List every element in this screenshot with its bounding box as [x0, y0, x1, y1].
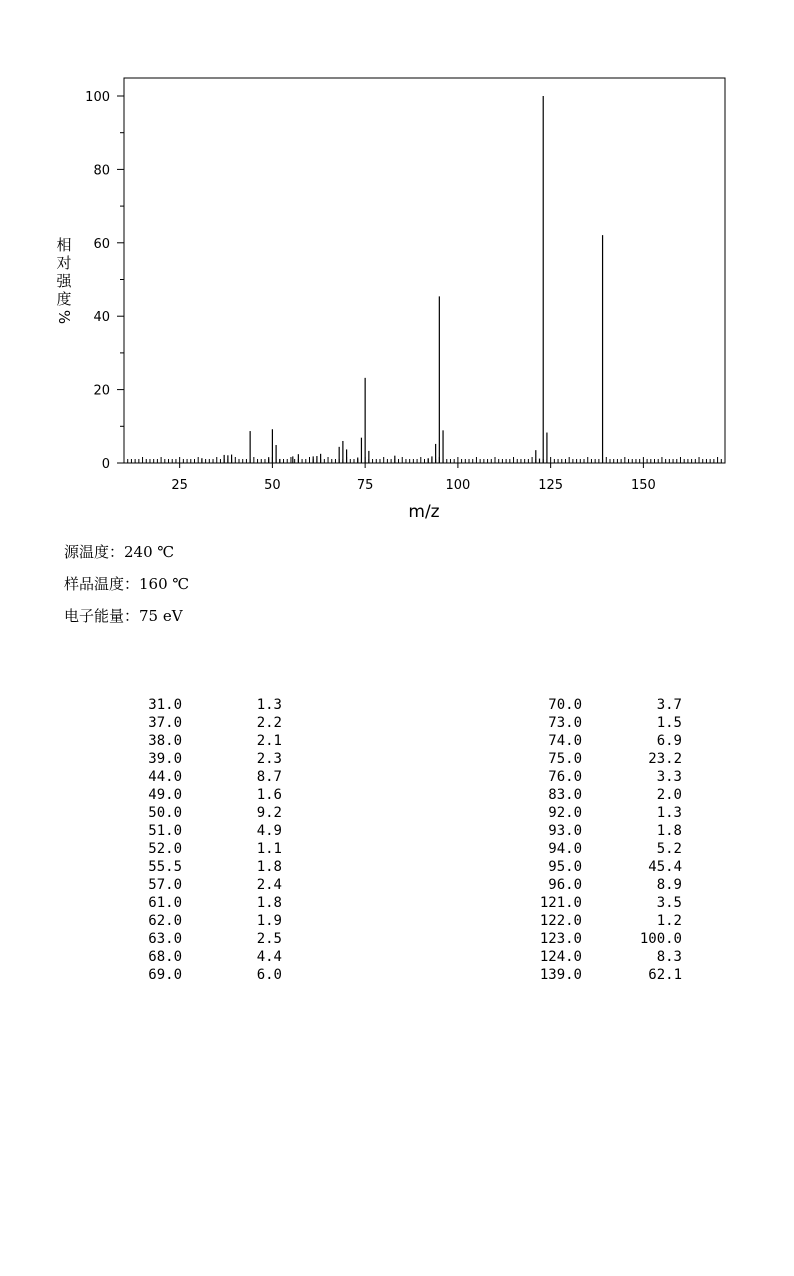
intensity-cell: 8.9	[656, 877, 682, 893]
mz-cell: 94.0	[548, 841, 582, 857]
intensity-cell: 1.6	[256, 787, 282, 803]
mz-cell: 70.0	[548, 697, 582, 713]
intensity-cell: 1.8	[656, 823, 682, 839]
intensity-cell: 23.2	[648, 751, 682, 767]
mz-cell: 50.0	[148, 805, 182, 821]
intensity-cell: 9.2	[256, 805, 282, 821]
intensity-cell: 6.0	[256, 967, 282, 983]
table-row	[0, 840, 794, 858]
x-axis-ticks	[171, 463, 655, 493]
mz-cell: 55.5	[148, 859, 182, 875]
spectrum-peaks	[202, 96, 603, 463]
y-axis-title-char: 对	[56, 254, 72, 272]
intensity-cell: 62.1	[648, 967, 682, 983]
table-row	[0, 894, 794, 912]
mz-cell: 69.0	[148, 967, 182, 983]
intensity-cell: 8.7	[256, 769, 282, 785]
mz-cell: 49.0	[148, 787, 182, 803]
mz-cell: 74.0	[548, 733, 582, 749]
x-tick-label: 150	[630, 478, 656, 493]
mz-cell: 73.0	[548, 715, 582, 731]
y-axis-title-char: 度	[56, 290, 72, 308]
electron-energy: 电子能量：75 eV	[64, 607, 183, 625]
mz-cell: 52.0	[148, 841, 182, 857]
intensity-cell: 1.8	[256, 859, 282, 875]
table-row	[0, 966, 794, 984]
x-tick-label: 125	[538, 478, 564, 493]
table-row	[0, 822, 794, 840]
mz-cell: 95.0	[548, 859, 582, 875]
sample-temperature: 样品温度：160 ℃	[64, 575, 190, 593]
y-tick-label: 20	[93, 383, 110, 399]
intensity-cell: 5.2	[656, 841, 682, 857]
intensity-cell: 2.2	[256, 715, 282, 731]
table-row	[0, 786, 794, 804]
x-minor-ticks	[128, 457, 722, 463]
mz-cell: 31.0	[148, 697, 182, 713]
mz-cell: 124.0	[539, 949, 582, 965]
mz-cell: 139.0	[539, 967, 582, 983]
mz-cell: 76.0	[548, 769, 582, 785]
mz-cell: 44.0	[148, 769, 182, 785]
y-axis-title-char: 相	[56, 236, 72, 254]
intensity-cell: 6.9	[656, 733, 682, 749]
intensity-cell: 1.1	[256, 841, 282, 857]
table-row	[0, 714, 794, 732]
y-tick-label: 0	[101, 457, 110, 472]
intensity-cell: 1.2	[656, 913, 682, 929]
x-tick-label: 50	[264, 478, 281, 493]
mz-cell: 121.0	[539, 895, 582, 911]
table-row	[0, 804, 794, 822]
intensity-cell: 2.1	[256, 733, 282, 749]
x-axis-title: m/z	[408, 502, 440, 522]
table-row	[0, 696, 794, 714]
mz-cell: 68.0	[148, 949, 182, 965]
intensity-cell: 8.3	[656, 949, 682, 965]
mz-cell: 123.0	[539, 931, 582, 947]
mz-cell: 61.0	[148, 895, 182, 911]
y-axis-title-char: %	[55, 309, 73, 325]
mz-cell: 37.0	[148, 715, 182, 731]
table-row	[0, 750, 794, 768]
intensity-cell: 2.0	[656, 787, 682, 803]
mz-cell: 63.0	[148, 931, 182, 947]
intensity-cell: 3.7	[656, 697, 682, 713]
mz-cell: 83.0	[548, 787, 582, 803]
mz-cell: 93.0	[548, 823, 582, 839]
x-tick-label: 75	[356, 478, 374, 493]
plot-frame	[124, 78, 725, 463]
mz-cell: 39.0	[148, 751, 182, 767]
intensity-cell: 1.5	[656, 715, 682, 731]
table-row	[0, 858, 794, 876]
intensity-cell: 100.0	[639, 931, 682, 947]
y-axis-ticks	[85, 90, 124, 472]
mz-cell: 96.0	[548, 877, 582, 893]
intensity-cell: 2.3	[256, 751, 282, 767]
table-row	[0, 732, 794, 750]
y-axis-title	[55, 236, 73, 324]
intensity-cell: 4.4	[256, 949, 282, 965]
table-row	[0, 876, 794, 894]
y-tick-label: 80	[93, 163, 110, 179]
intensity-cell: 1.3	[256, 697, 282, 713]
table-row	[0, 930, 794, 948]
y-tick-label: 40	[93, 310, 110, 326]
intensity-cell: 2.4	[256, 877, 282, 893]
intensity-cell: 1.3	[656, 805, 682, 821]
x-tick-label: 100	[445, 478, 471, 493]
mz-cell: 57.0	[148, 877, 182, 893]
mass-spectrum-chart	[0, 0, 794, 530]
intensity-cell: 4.9	[256, 823, 282, 839]
intensity-cell: 45.4	[648, 859, 682, 875]
table-row	[0, 948, 794, 966]
y-tick-label: 60	[93, 236, 110, 252]
table-row	[0, 768, 794, 786]
intensity-cell: 2.5	[256, 931, 282, 947]
mz-cell: 75.0	[548, 751, 582, 767]
intensity-cell: 3.3	[656, 769, 682, 785]
mz-cell: 92.0	[548, 805, 582, 821]
mz-cell: 122.0	[539, 913, 582, 929]
intensity-cell: 3.5	[656, 895, 682, 911]
intensity-cell: 1.8	[256, 895, 282, 911]
x-tick-label: 25	[171, 478, 188, 493]
mz-cell: 51.0	[148, 823, 182, 839]
intensity-cell: 1.9	[256, 913, 282, 929]
mz-cell: 38.0	[148, 733, 182, 749]
table-row	[0, 912, 794, 930]
y-tick-label: 100	[85, 90, 110, 105]
source-temperature: 源温度：240 ℃	[64, 543, 175, 561]
y-axis-title-char: 强	[56, 272, 72, 290]
mz-cell: 62.0	[148, 913, 182, 929]
